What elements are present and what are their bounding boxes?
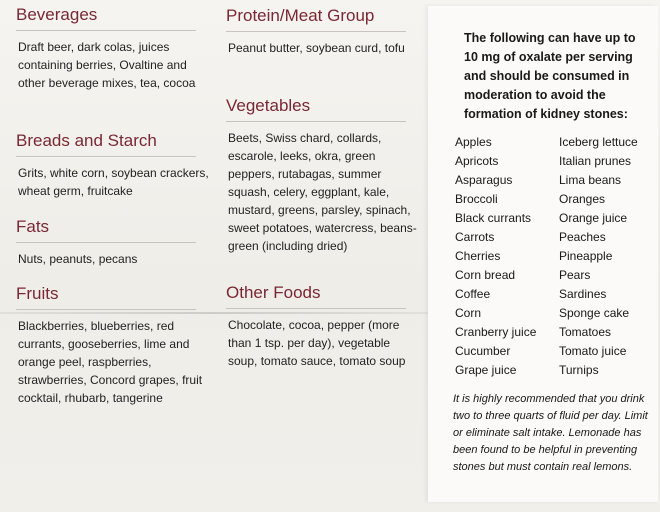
section-body: Peanut butter, soybean curd, tofu [228, 41, 405, 55]
food-item: Corn [455, 306, 482, 320]
food-row [455, 228, 660, 247]
heading-rule [16, 309, 196, 310]
food-item: Sardines [559, 287, 607, 301]
food-row [455, 304, 660, 323]
section-heading: Breads and Starch [16, 131, 157, 150]
food-row [455, 133, 660, 152]
section-beverages [10, 4, 215, 92]
food-row [455, 361, 660, 380]
fluid-recommendation-note: It is highly recommended that you drink two to three quarts of fluid per day. Limit or eliminate salt intake. Lemonade has been found to be helpful in preventing stones but must contain real lemons. [453, 393, 648, 473]
section-fruits [10, 283, 215, 407]
food-item: Peaches [559, 230, 606, 244]
food-row [455, 190, 660, 209]
food-item: Italian prunes [559, 154, 632, 168]
section-fats [10, 216, 215, 268]
food-item: Pears [559, 268, 591, 282]
food-row [455, 171, 660, 190]
food-row [455, 266, 660, 285]
section-breads-starch [10, 130, 215, 200]
section-heading: Other Foods [226, 283, 321, 302]
heading-rule [226, 121, 406, 122]
food-item: Pineapple [559, 249, 613, 263]
food-item: Carrots [455, 230, 495, 244]
food-item: Corn bread [455, 268, 516, 282]
food-item: Cherries [455, 249, 501, 263]
food-row [455, 323, 660, 342]
section-protein-meat [220, 5, 420, 57]
moderate-foods-list [455, 133, 660, 380]
section-heading: Protein/Meat Group [226, 6, 375, 25]
section-vegetables [220, 95, 420, 255]
food-item: Broccoli [455, 192, 498, 206]
food-item: Apricots [455, 154, 499, 168]
food-row [455, 247, 660, 266]
section-body: Blackberries, blueberries, red currants, gooseberries, lime and orange peel, raspberries, strawberries, Concord grapes, fruit cocktail, rhubarb, tangerine [18, 319, 203, 405]
food-row [455, 285, 660, 304]
food-item: Coffee [455, 287, 491, 301]
moderate-oxalate-panel [428, 6, 658, 502]
section-body: Beets, Swiss chard, collards, escarole, leeks, okra, green peppers, rutabagas, summer squash, celery, eggplant, kale, mustard, greens, parsley, spinach, sweet potatoes, watercress, beans-green (including dried) [228, 131, 417, 253]
food-item: Tomato juice [559, 344, 627, 358]
section-body: Chocolate, cocoa, pepper (more than 1 tsp. per day), vegetable soup, tomato sauce, tomato soup [228, 318, 406, 368]
food-row [455, 342, 660, 361]
section-heading: Fruits [16, 284, 59, 303]
food-item: Orange juice [559, 211, 628, 225]
food-row [455, 152, 660, 171]
food-row [455, 209, 660, 228]
section-body: Grits, white corn, soybean crackers, wheat germ, fruitcake [18, 166, 209, 198]
food-item: Lima beans [559, 173, 622, 187]
heading-rule [226, 31, 406, 32]
section-other-foods [220, 282, 420, 370]
section-body: Nuts, peanuts, pecans [18, 252, 138, 266]
section-heading: Beverages [16, 5, 98, 24]
food-item: Sponge cake [559, 306, 630, 320]
section-heading: Fats [16, 217, 50, 236]
heading-rule [226, 308, 406, 309]
heading-rule [16, 242, 196, 243]
food-item: Tomatoes [559, 325, 612, 339]
heading-rule [16, 156, 196, 157]
food-item: Turnips [559, 363, 599, 377]
section-body: Draft beer, dark colas, juices containing berries, Ovaltine and other beverage mixes, tea, cocoa [18, 40, 196, 90]
food-item: Grape juice [455, 363, 517, 377]
heading-rule [16, 30, 196, 31]
food-item: Asparagus [455, 173, 513, 187]
section-heading: Vegetables [226, 96, 311, 115]
food-item: Cucumber [455, 344, 511, 358]
food-item: Black currants [455, 211, 532, 225]
food-item: Iceberg lettuce [559, 135, 638, 149]
food-item: Apples [455, 135, 492, 149]
food-item: Oranges [559, 192, 606, 206]
panel-intro: The following can have up to 10 mg of oxalate per serving and should be consumed in moderation to avoid the formation of kidney stones: [464, 31, 636, 121]
food-item: Cranberry juice [455, 325, 537, 339]
